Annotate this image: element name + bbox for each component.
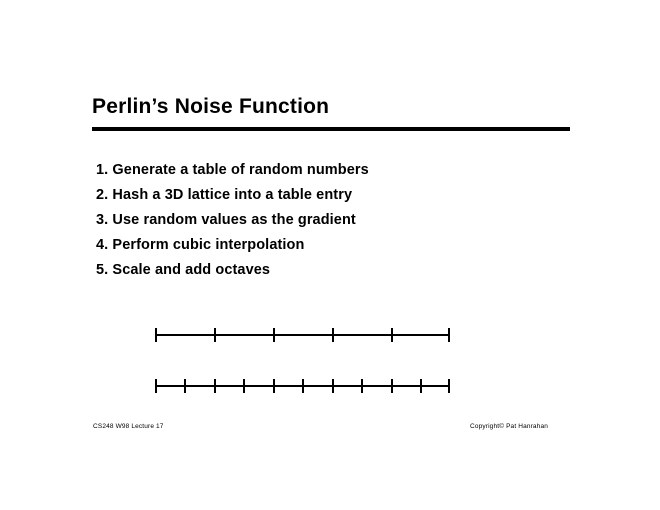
bullet-list	[96, 158, 576, 283]
list-item: 4. Perform cubic interpolation	[96, 237, 305, 253]
list-item: 3. Use random values as the gradient	[96, 212, 356, 228]
lattice-tick	[155, 328, 157, 342]
lattice-tick	[273, 379, 275, 393]
lattice-tick	[184, 379, 186, 393]
lattice-tick	[420, 379, 422, 393]
list-item: 1. Generate a table of random numbers	[96, 162, 369, 178]
lattice-tick	[273, 328, 275, 342]
lattice-tick	[302, 379, 304, 393]
lattice-tick	[448, 379, 450, 393]
title-divider	[92, 127, 570, 131]
lattice-tick	[243, 379, 245, 393]
list-item: 5. Scale and add octaves	[96, 262, 271, 278]
lattice-tick	[155, 379, 157, 393]
page-title: Perlin’s Noise Function	[92, 95, 330, 118]
lattice-tick	[332, 328, 334, 342]
list-item: 2. Hash a 3D lattice into a table entry	[96, 187, 353, 203]
footer-copyright-label: Copyright© Pat Hanrahan	[470, 423, 548, 430]
lattice-tick	[448, 328, 450, 342]
lattice-tick	[214, 328, 216, 342]
fine-lattice-diagram	[155, 379, 450, 393]
lattice-tick	[391, 379, 393, 393]
lattice-tick	[214, 379, 216, 393]
footer-course-label: CS248 W98 Lecture 17	[93, 423, 164, 430]
lattice-tick	[361, 379, 363, 393]
lattice-axis-line	[155, 334, 450, 336]
lattice-tick	[332, 379, 334, 393]
coarse-lattice-diagram	[155, 328, 450, 342]
lattice-tick	[391, 328, 393, 342]
